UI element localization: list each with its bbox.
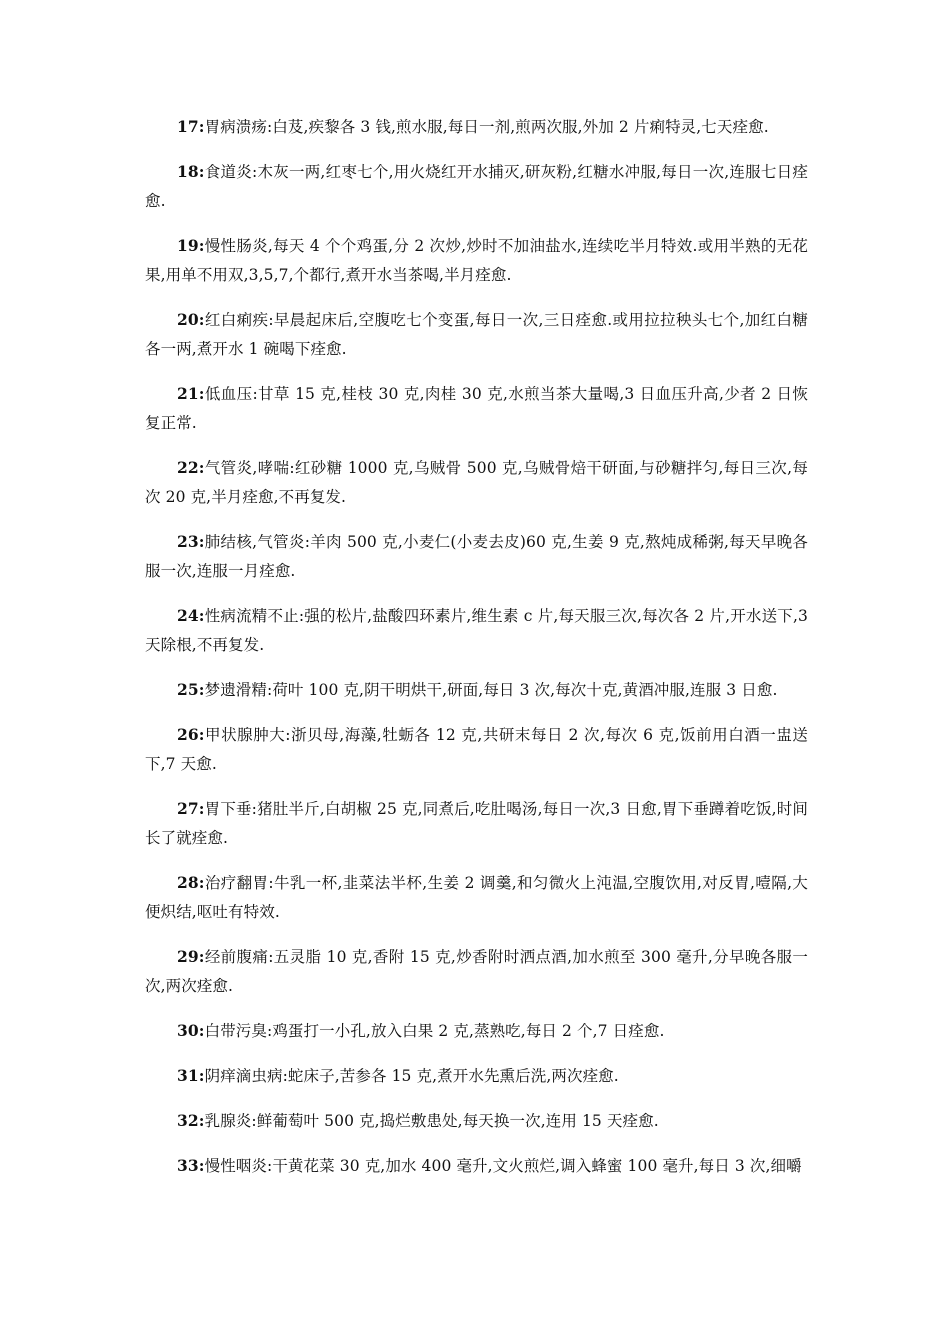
- remedy-entry-29: [145, 942, 808, 1001]
- entry-text: 食道炎:木灰一两,红枣七个,用火烧红开水捕灭,研灰粉,红糖水冲服,每日一次,连服七日痊愈.: [145, 163, 808, 210]
- entry-text: 性病流精不止:强的松片,盐酸四环素片,维生素 c 片,每天服三次,每次各 2 片,开水送下,3 天除根,不再复发.: [145, 607, 808, 654]
- entry-text: 梦遗滑精:荷叶 100 克,阴干明烘干,研面,每日 3 次,每次十克,黄酒冲服,连服 3 日愈.: [204, 681, 778, 699]
- remedy-entry-28: [145, 868, 808, 927]
- remedy-entry-27: [145, 794, 808, 853]
- entry-number: 29:: [177, 947, 205, 966]
- remedy-entry-21: [145, 379, 808, 438]
- entry-text: 低血压:甘草 15 克,桂枝 30 克,肉桂 30 克,水煎当茶大量喝,3 日血压升高,少者 2 日恢复正常.: [145, 385, 808, 432]
- entry-text: 慢性肠炎,每天 4 个个鸡蛋,分 2 次炒,炒时不加油盐水,连续吃半月特效.或用半熟的无花果,用单不用双,3,5,7,个都行,煮开水当茶喝,半月痊愈.: [145, 237, 808, 284]
- remedy-entry-25: [145, 675, 808, 705]
- entry-text: 白带污臭:鸡蛋打一小孔,放入白果 2 克,蒸熟吃,每日 2 个,7 日痊愈.: [204, 1022, 665, 1040]
- entry-number: 20:: [177, 310, 205, 329]
- remedy-entry-18: [145, 157, 808, 216]
- entry-number: 23:: [177, 532, 205, 551]
- entry-text: 治疗翻胃:牛乳一杯,韭菜法半杯,生姜 2 调羹,和匀微火上沌温,空腹饮用,对反胃,噎隔,大便炽结,呕吐有特效.: [145, 874, 808, 921]
- remedy-list: [145, 112, 808, 1196]
- remedy-entry-23: [145, 527, 808, 586]
- entry-text: 慢性咽炎:干黄花菜 30 克,加水 400 毫升,文火煎烂,调入蜂蜜 100 毫升,每日 3 次,细嚼: [204, 1157, 802, 1175]
- entry-number: 22:: [177, 458, 205, 477]
- entry-text: 甲状腺肿大:浙贝母,海藻,牡蛎各 12 克,共研末每日 2 次,每次 6 克,饭前用白酒一盅送下,7 天愈.: [145, 726, 808, 773]
- remedy-entry-19: [145, 231, 808, 290]
- entry-number: 32:: [177, 1111, 205, 1130]
- entry-text: 经前腹痛:五灵脂 10 克,香附 15 克,炒香附时洒点酒,加水煎至 300 毫升,分早晚各服一次,两次痊愈.: [145, 948, 808, 995]
- remedy-entry-22: [145, 453, 808, 512]
- remedy-entry-32: [145, 1106, 808, 1136]
- entry-number: 26:: [177, 725, 205, 744]
- entry-number: 17:: [177, 117, 205, 136]
- entry-text: 肺结核,气管炎:羊肉 500 克,小麦仁(小麦去皮)60 克,生姜 9 克,熬炖成稀粥,每天早晚各服一次,连服一月痊愈.: [145, 533, 808, 580]
- remedy-entry-17: [145, 112, 808, 142]
- remedy-entry-20: [145, 305, 808, 364]
- entry-text: 乳腺炎:鲜葡萄叶 500 克,捣烂敷患处,每天换一次,连用 15 天痊愈.: [204, 1112, 659, 1130]
- entry-number: 24:: [177, 606, 205, 625]
- remedy-entry-24: [145, 601, 808, 660]
- remedy-entry-26: [145, 720, 808, 779]
- entry-number: 21:: [177, 384, 205, 403]
- entry-text: 胃下垂:猪肚半斤,白胡椒 25 克,同煮后,吃肚喝汤,每日一次,3 日愈,胃下垂蹲着吃饭,时间长了就痊愈.: [145, 800, 808, 847]
- remedy-entry-31: [145, 1061, 808, 1091]
- entry-number: 33:: [177, 1156, 205, 1175]
- entry-text: 气管炎,哮喘:红砂糖 1000 克,乌贼骨 500 克,乌贼骨焙干研面,与砂糖拌匀,每日三次,每次 20 克,半月痊愈,不再复发.: [145, 459, 808, 506]
- entry-text: 红白痢疾:早晨起床后,空腹吃七个变蛋,每日一次,三日痊愈.或用拉拉秧头七个,加红白糖各一两,煮开水 1 碗喝下痊愈.: [145, 311, 808, 358]
- entry-text: 阴痒滴虫病:蛇床子,苦参各 15 克,煮开水先熏后洗,两次痊愈.: [204, 1067, 619, 1085]
- entry-number: 30:: [177, 1021, 205, 1040]
- entry-number: 31:: [177, 1066, 205, 1085]
- entry-text: 胃病溃疡:白芨,疾黎各 3 钱,煎水服,每日一剂,煎两次服,外加 2 片痢特灵,七天痊愈.: [204, 118, 769, 136]
- remedy-entry-30: [145, 1016, 808, 1046]
- entry-number: 27:: [177, 799, 205, 818]
- remedy-entry-33: [145, 1151, 808, 1181]
- entry-number: 28:: [177, 873, 205, 892]
- entry-number: 19:: [177, 236, 205, 255]
- entry-number: 18:: [177, 162, 205, 181]
- entry-number: 25:: [177, 680, 205, 699]
